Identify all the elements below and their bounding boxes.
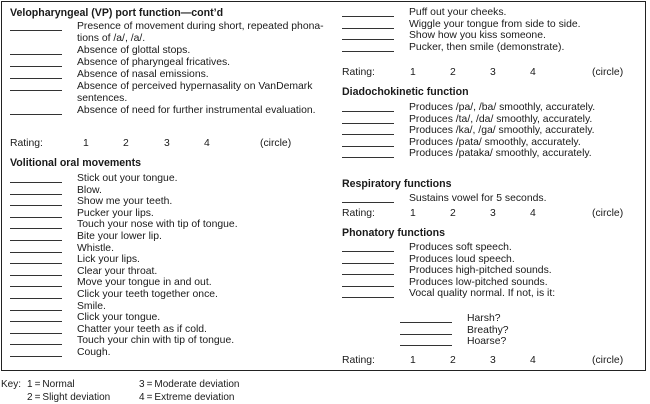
rating-option-2[interactable]: 2 [450, 208, 456, 219]
item-text: Pucker, then smile (demonstrate). [409, 41, 565, 53]
rating-note: (circle) [592, 67, 624, 78]
item-text: Harsh? [467, 313, 501, 324]
answer-blank[interactable] [10, 105, 62, 115]
rating-option-3[interactable]: 3 [490, 208, 496, 219]
item-text: Show how you kiss someone. [409, 30, 546, 42]
list-item [400, 313, 501, 325]
list-item [342, 42, 564, 54]
rating-option-2[interactable]: 2 [123, 138, 129, 149]
rating-label: Rating: [342, 67, 375, 78]
list-item [342, 277, 548, 289]
rating-note: (circle) [592, 208, 624, 219]
answer-blank[interactable] [10, 312, 62, 322]
key-entry-4: 4 = Extreme deviation [139, 392, 235, 403]
item-text: Puff out your cheeks. [409, 7, 507, 18]
rating-option-4[interactable]: 4 [204, 138, 210, 149]
list-item [10, 266, 157, 278]
vp-item [10, 105, 316, 117]
list-item [10, 277, 212, 289]
list-item [10, 185, 102, 197]
key-entry-3: 3 = Moderate deviation [139, 379, 240, 390]
list-item [342, 288, 555, 300]
answer-blank[interactable] [342, 125, 394, 135]
rating-option-3[interactable]: 3 [164, 138, 170, 149]
answer-blank[interactable] [342, 242, 394, 252]
item-text: Smile. [77, 300, 106, 312]
answer-blank[interactable] [10, 196, 62, 206]
answer-blank[interactable] [10, 277, 62, 287]
respiratory-item [342, 193, 546, 205]
list-item [342, 242, 512, 254]
item-text: Absence of glottal stops. [77, 45, 191, 56]
answer-blank[interactable] [10, 254, 62, 264]
answer-blank[interactable] [10, 301, 62, 311]
item-text-cont: sentences. [77, 93, 128, 104]
rating-option-4[interactable]: 4 [530, 67, 536, 78]
answer-blank[interactable] [342, 277, 394, 287]
item-text: Whistle. [77, 242, 114, 254]
vp-item [10, 21, 324, 44]
volitional-rating [342, 67, 642, 79]
section-title-respiratory: Respiratory functions [342, 178, 452, 190]
item-text: Click your tongue. [77, 312, 161, 324]
item-text: Pucker your lips. [77, 207, 154, 219]
item-text: Blow. [77, 184, 102, 196]
item-text: Produces soft speech. [409, 242, 512, 253]
item-text: Touch your chin with tip of tongue. [77, 335, 235, 347]
list-item [10, 208, 154, 220]
list-item [10, 219, 238, 231]
answer-blank[interactable] [400, 325, 452, 335]
answer-blank[interactable] [342, 7, 394, 17]
list-item [10, 243, 114, 255]
answer-blank[interactable] [342, 42, 394, 52]
rating-option-1[interactable]: 1 [410, 355, 416, 366]
rating-option-2[interactable]: 2 [450, 67, 456, 78]
list-item [342, 19, 581, 31]
phonatory-rating [342, 355, 642, 367]
section-title-ddk: Diadochokinetic function [342, 86, 469, 98]
answer-blank[interactable] [10, 81, 62, 91]
item-text: Produces /ta/, /da/ smoothly, accurately. [409, 113, 593, 125]
rating-note: (circle) [260, 138, 292, 149]
rating-option-1[interactable]: 1 [83, 138, 89, 149]
item-text: Cough. [77, 347, 111, 358]
list-item [10, 289, 218, 301]
answer-blank[interactable] [342, 30, 394, 40]
list-item [342, 265, 552, 277]
answer-blank[interactable] [342, 148, 394, 158]
list-item [10, 301, 106, 313]
item-text: Absence of pharyngeal fricatives. [77, 57, 231, 68]
item-text: Produces /pataka/ smoothly, accurately. [409, 148, 592, 160]
list-item [10, 312, 160, 324]
item-text: Produces high-pitched sounds. [409, 265, 552, 277]
rating-label: Rating: [342, 208, 375, 219]
item-text: Produces /pa/, /ba/ smoothly, accurately. [409, 102, 596, 113]
answer-blank[interactable] [342, 193, 394, 203]
list-item [342, 148, 592, 160]
answer-blank[interactable] [10, 45, 62, 55]
rating-option-4[interactable]: 4 [530, 355, 536, 366]
list-item [342, 102, 595, 114]
list-item [342, 30, 546, 42]
key-label: Key: [1, 379, 22, 390]
answer-blank[interactable] [342, 137, 394, 147]
item-text: Sustains vowel for 5 seconds. [409, 193, 547, 204]
list-item [400, 325, 509, 337]
item-text: Move your tongue in and out. [77, 277, 212, 289]
item-text: Show me your teeth. [77, 196, 173, 208]
answer-blank[interactable] [10, 21, 62, 31]
answer-blank[interactable] [10, 289, 62, 299]
list-item [10, 231, 162, 243]
respiratory-rating [342, 208, 642, 220]
item-text: Produces low-pitched sounds. [409, 276, 548, 288]
section-title-vp: Velopharyngeal (VP) port function—cont’d [10, 7, 224, 19]
item-text: Clear your throat. [77, 265, 158, 277]
item-text: Lick your lips. [77, 254, 140, 266]
answer-blank[interactable] [10, 347, 62, 357]
answer-blank[interactable] [10, 335, 62, 345]
item-text: Vocal quality normal. If not, is it: [409, 288, 556, 300]
answer-blank[interactable] [342, 114, 394, 124]
list-item [10, 196, 172, 208]
rating-option-4[interactable]: 4 [530, 208, 536, 219]
answer-blank[interactable] [400, 336, 452, 346]
answer-blank[interactable] [342, 19, 394, 29]
list-item [10, 254, 140, 266]
list-item [10, 324, 207, 336]
answer-blank[interactable] [342, 288, 394, 298]
answer-blank[interactable] [10, 173, 62, 183]
item-text: Chatter your teeth as if cold. [77, 323, 207, 335]
list-item [342, 7, 506, 19]
vp-rating [10, 138, 310, 150]
item-text: Breathy? [467, 324, 509, 336]
rating-option-3[interactable]: 3 [490, 355, 496, 366]
item-text: Click your teeth together once. [77, 289, 218, 300]
item-text: Produces loud speech. [409, 253, 515, 265]
section-title-volitional: Volitional oral movements [10, 157, 142, 169]
item-text-cont: tions of /a/, /a/. [77, 33, 146, 44]
answer-blank[interactable] [342, 265, 394, 275]
item-text: Touch your nose with tip of tongue. [77, 219, 238, 231]
answer-blank[interactable] [10, 231, 62, 241]
list-item [400, 336, 506, 348]
list-item [10, 173, 178, 185]
item-text: Presence of movement during short, repeated phona- [77, 21, 324, 32]
answer-blank[interactable] [10, 57, 62, 67]
answer-blank[interactable] [10, 208, 62, 218]
item-text: Absence of perceived hypernasality on VanDemark [77, 81, 313, 92]
rating-option-1[interactable]: 1 [410, 208, 416, 219]
vp-item [10, 69, 209, 81]
item-text: Hoarse? [467, 336, 507, 348]
list-item [342, 137, 581, 149]
key-entry-1: 1 = Normal [27, 379, 75, 390]
answer-blank[interactable] [400, 313, 452, 323]
answer-blank[interactable] [10, 243, 62, 253]
answer-blank[interactable] [10, 69, 62, 79]
list-item [342, 114, 592, 126]
list-item [342, 125, 595, 137]
item-text: Bite your lower lip. [77, 231, 162, 242]
item-text: Stick out your tongue. [77, 173, 178, 184]
rating-option-3[interactable]: 3 [490, 67, 496, 78]
section-title-phonatory: Phonatory functions [342, 227, 445, 239]
answer-blank[interactable] [10, 324, 62, 334]
rating-label: Rating: [10, 138, 43, 149]
vp-item [10, 81, 313, 104]
rating-option-1[interactable]: 1 [410, 67, 416, 78]
answer-blank[interactable] [10, 185, 62, 195]
vp-item [10, 45, 190, 57]
rating-note: (circle) [592, 355, 624, 366]
answer-blank[interactable] [342, 102, 394, 112]
item-text: Produces /pata/ smoothly, accurately. [409, 136, 581, 148]
answer-blank[interactable] [10, 219, 62, 229]
list-item [10, 335, 234, 347]
answer-blank[interactable] [342, 254, 394, 264]
list-item [342, 254, 515, 266]
assessment-form-box [1, 1, 646, 371]
rating-label: Rating: [342, 355, 375, 366]
rating-option-2[interactable]: 2 [450, 355, 456, 366]
list-item [10, 347, 111, 359]
vp-item [10, 57, 230, 69]
item-text: Absence of need for further instrumental evaluation. [77, 105, 316, 116]
key-entry-2: 2 = Slight deviation [27, 392, 111, 403]
item-text: Absence of nasal emissions. [77, 69, 209, 80]
item-text: Produces /ka/, /ga/ smoothly, accurately. [409, 125, 595, 137]
answer-blank[interactable] [10, 266, 62, 276]
item-text: Wiggle your tongue from side to side. [409, 18, 581, 30]
